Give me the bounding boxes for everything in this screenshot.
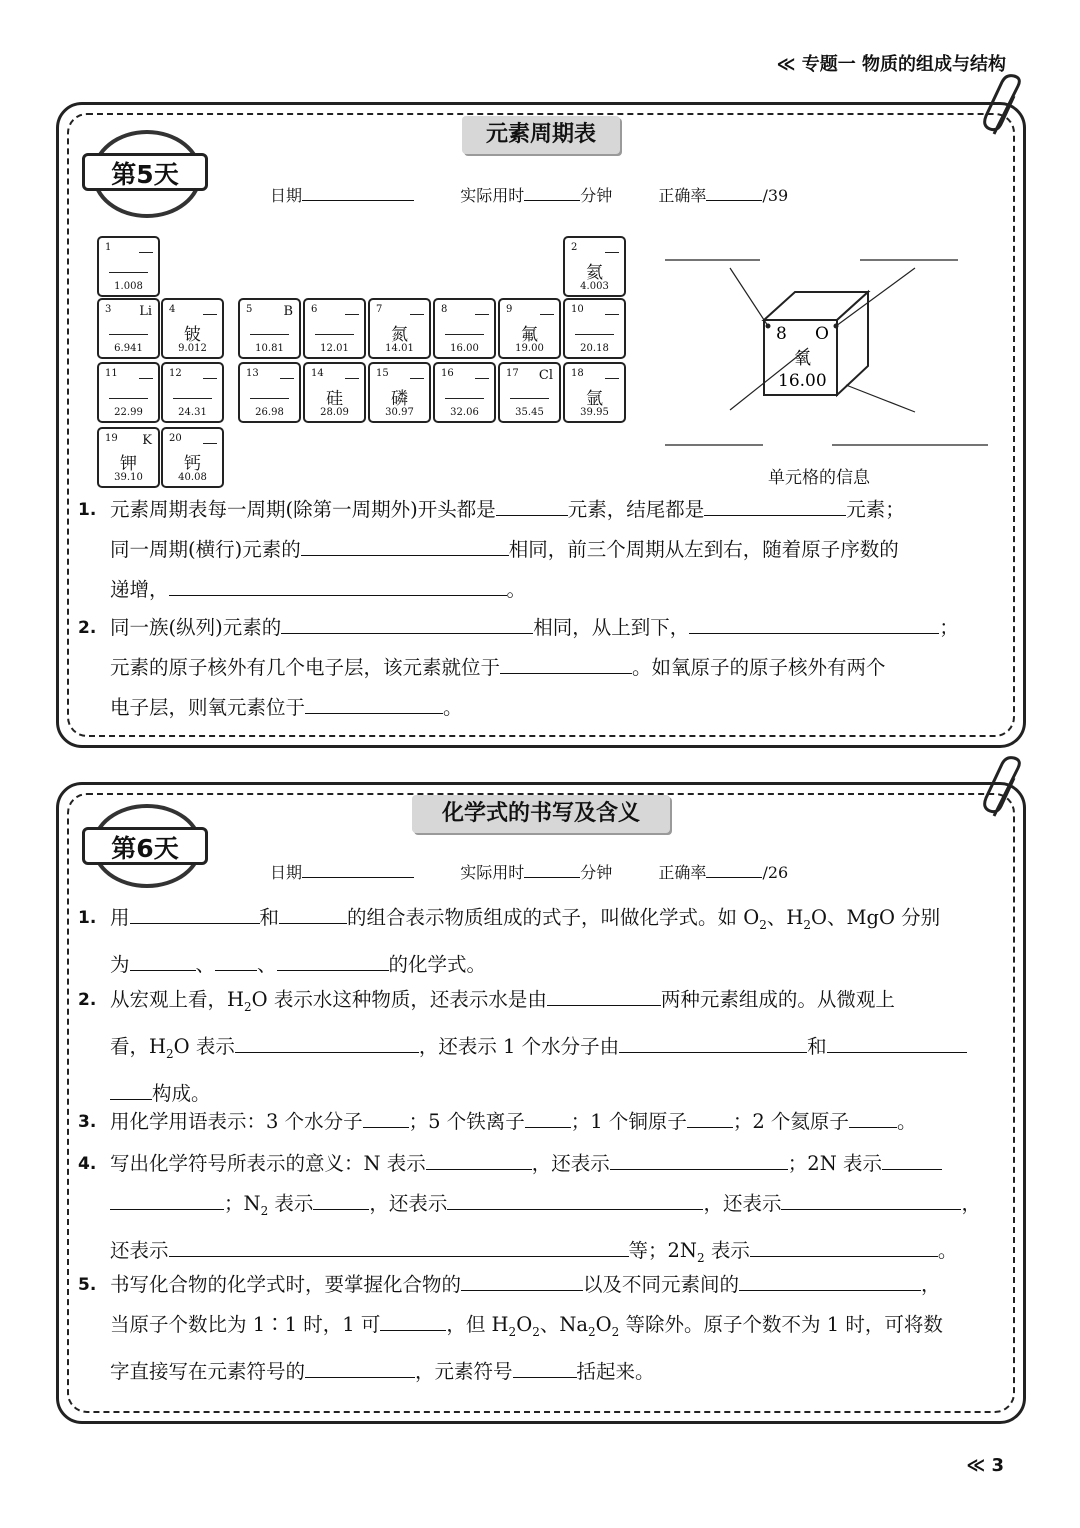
element-symbol: K (142, 433, 152, 448)
element-cell (368, 298, 431, 359)
answer-blank[interactable] (363, 1108, 409, 1128)
element-cell (238, 362, 301, 423)
subscript: 2 (166, 1046, 174, 1061)
day6-title: 化学式的书写及含义 (412, 795, 670, 833)
q-text: ；N (224, 1192, 261, 1215)
answer-blank[interactable] (500, 654, 632, 674)
day6-question-1 (78, 898, 1013, 985)
atomic-number: 4 (169, 304, 176, 315)
answer-blank[interactable] (827, 1033, 967, 1053)
chapter-header: ≪ 专题一 物质的组成与结构 (776, 54, 1006, 75)
q-text: ；5 个铁离子 (408, 1110, 525, 1133)
q-text: 。 (937, 1238, 958, 1262)
symbol-blank[interactable] (203, 314, 217, 315)
atomic-number: 15 (376, 368, 389, 379)
element-name: 氩 (586, 389, 603, 409)
answer-blank[interactable] (882, 1150, 942, 1170)
day6-question-4 (78, 1144, 1013, 1278)
name-blank[interactable] (315, 334, 354, 335)
atomic-mass: 39.10 (114, 472, 143, 483)
atomic-number: 11 (105, 368, 118, 379)
element-name: 氮 (391, 325, 408, 345)
atomic-number: 2 (571, 242, 578, 253)
answer-blank[interactable] (496, 496, 568, 516)
name-blank[interactable] (109, 272, 148, 273)
q-text: ，还表示 (531, 1152, 610, 1175)
q-text: 。如氧原子的原子核外有两个 (632, 656, 886, 679)
date-label: 日期 (270, 863, 303, 882)
q-text: 用化学用语表示：3 个水分子 (110, 1110, 363, 1133)
minutes-label: 分钟 (580, 186, 613, 205)
atomic-mass: 32.06 (450, 407, 479, 418)
q-text: 、Na (539, 1313, 589, 1336)
q-text: 。 (506, 578, 527, 601)
accuracy-blank[interactable] (706, 862, 762, 878)
element-cell (97, 298, 160, 359)
q-text: 元素，结尾都是 (567, 498, 705, 521)
name-blank[interactable] (575, 334, 614, 335)
subscript: 2 (532, 1324, 540, 1339)
answer-blank[interactable] (281, 614, 533, 634)
answer-blank[interactable] (447, 1190, 703, 1210)
q-text: 的化学式。 (388, 952, 487, 976)
q-text: 同一族(纵列)元素的 (110, 616, 282, 639)
total-label: /39 (762, 186, 789, 205)
answer-blank[interactable] (781, 1190, 961, 1210)
day5-badge: 第5天 (82, 153, 208, 191)
q-text: ；2N 表示 (787, 1152, 882, 1175)
answer-blank[interactable] (130, 904, 260, 924)
q-text: 元素的原子核外有几个电子层，该元素就位于 (110, 656, 501, 679)
name-blank[interactable] (445, 398, 484, 399)
name-blank[interactable] (510, 398, 549, 399)
answer-blank[interactable] (277, 951, 389, 971)
atomic-number: 5 (246, 304, 253, 315)
day5-title: 元素周期表 (462, 116, 620, 154)
q-text: 用 (110, 906, 130, 929)
atomic-mass: 28.09 (320, 407, 349, 418)
element-name: 氦 (586, 263, 603, 283)
element-name: 氟 (521, 325, 538, 345)
question-number: 1. (78, 908, 97, 928)
q-text: 电子层，则氧元素位于 (110, 696, 306, 719)
element-cell (498, 298, 561, 359)
symbol-blank[interactable] (139, 378, 153, 379)
q-text: ，还表示 (369, 1192, 448, 1215)
accuracy-blank[interactable] (706, 185, 762, 201)
element-name: 磷 (391, 389, 408, 409)
element-symbol: B (283, 304, 293, 319)
atomic-number: 3 (105, 304, 112, 315)
symbol-blank[interactable] (345, 314, 359, 315)
atomic-mass: 40.08 (178, 472, 207, 483)
question-number: 2. (78, 618, 97, 638)
symbol-blank[interactable] (475, 314, 489, 315)
atomic-number: 19 (105, 433, 118, 444)
element-cell (368, 362, 431, 423)
atomic-mass: 14.01 (385, 343, 414, 354)
symbol-blank[interactable] (410, 314, 424, 315)
symbol-blank[interactable] (345, 378, 359, 379)
answer-blank[interactable] (130, 951, 196, 971)
q-text: 递增， (110, 578, 169, 601)
q-text: 元素； (846, 498, 905, 521)
element-cell (433, 362, 496, 423)
q-text: 从宏观上看，H (110, 988, 245, 1011)
q-text: 、 (195, 952, 216, 976)
q-text: 等除外。原子个数不为 1 时，可将数 (619, 1313, 943, 1336)
q-text: ；1 个铜原子 (570, 1110, 687, 1133)
name-blank[interactable] (109, 398, 148, 399)
answer-blank[interactable] (305, 694, 443, 714)
question-number: 5. (78, 1275, 97, 1295)
q-text: 、H (766, 906, 804, 929)
answer-blank[interactable] (169, 1237, 629, 1257)
q-text: ； (939, 616, 959, 639)
answer-blank[interactable] (750, 1237, 938, 1257)
element-cell (498, 362, 561, 423)
atomic-number: 1 (105, 242, 112, 253)
atomic-mass: 12.01 (320, 343, 349, 354)
total-label: /26 (762, 863, 789, 882)
day6-question-3 (78, 1102, 1013, 1142)
atomic-mass: 9.012 (178, 343, 207, 354)
name-blank[interactable] (250, 398, 289, 399)
answer-blank[interactable] (235, 1033, 419, 1053)
q-text: ，但 H (446, 1313, 509, 1336)
element-cell (433, 298, 496, 359)
atomic-number: 14 (311, 368, 324, 379)
minutes-label: 分钟 (580, 863, 613, 882)
answer-blank[interactable] (513, 1358, 577, 1378)
accuracy-label: 正确率 (658, 186, 707, 205)
symbol-blank[interactable] (203, 443, 217, 444)
answer-blank[interactable] (704, 496, 846, 516)
day6-question-2 (78, 980, 1013, 1114)
q-text: 和 (807, 1034, 827, 1058)
answer-blank[interactable] (739, 1271, 921, 1291)
atomic-number: 10 (571, 304, 584, 315)
time-label: 实际用时 (460, 186, 525, 205)
q-text: O 表示 (173, 1034, 235, 1058)
answer-blank[interactable] (610, 1150, 788, 1170)
atomic-mass: 24.31 (178, 407, 207, 418)
date-blank[interactable] (302, 862, 414, 878)
name-blank[interactable] (250, 334, 289, 335)
q-text: 和 (259, 906, 280, 929)
answer-blank[interactable] (849, 1108, 897, 1128)
q-text: ，元素符号 (415, 1359, 513, 1383)
symbol-blank[interactable] (605, 314, 619, 315)
symbol-blank[interactable] (280, 378, 294, 379)
element-cell (303, 298, 366, 359)
atomic-number: 17 (506, 368, 519, 379)
atomic-number: 12 (169, 368, 182, 379)
time-blank[interactable] (524, 862, 580, 878)
answer-blank[interactable] (301, 536, 509, 556)
subscript: 2 (803, 917, 812, 932)
atomic-mass: 39.95 (580, 407, 609, 418)
q-text: 相同，前三个周期从左到右，随着原子序数的 (508, 538, 899, 561)
q-text: 。 (896, 1110, 917, 1133)
day5-question-1 (78, 490, 1013, 610)
q-text: 还表示 (110, 1238, 169, 1262)
accuracy-label: 正确率 (658, 863, 707, 882)
day5-meta (270, 183, 788, 206)
page-number: ≪ 3 (966, 1455, 1004, 1476)
atomic-number: 6 (311, 304, 318, 315)
q-text: 构成。 (152, 1081, 211, 1105)
subscript: 2 (244, 999, 252, 1014)
subscript: 2 (611, 1324, 620, 1339)
atomic-mass: 6.941 (114, 343, 143, 354)
atomic-number: 20 (169, 433, 182, 444)
q-text: 表示 (704, 1238, 750, 1262)
q-text: 等；2N (628, 1238, 697, 1262)
answer-blank[interactable] (689, 614, 939, 634)
time-blank[interactable] (524, 185, 580, 201)
atomic-mass: 4.003 (580, 281, 609, 292)
date-label: 日期 (270, 186, 303, 205)
paperclip-icon (980, 756, 1030, 826)
q-text: 看，H (110, 1034, 167, 1058)
date-blank[interactable] (302, 185, 414, 201)
answer-blank[interactable] (110, 1080, 152, 1100)
q-text: 两种元素组成的。从微观上 (660, 988, 895, 1011)
atomic-mass: 30.97 (385, 407, 414, 418)
element-name: 硅 (326, 389, 343, 409)
atomic-mass: 10.81 (255, 343, 284, 354)
q-text: 以及不同元素间的 (583, 1273, 740, 1296)
answer-blank[interactable] (380, 1311, 446, 1331)
element-cell (238, 298, 301, 359)
name-blank[interactable] (109, 334, 148, 335)
answer-blank[interactable] (215, 951, 257, 971)
name-blank[interactable] (173, 398, 212, 399)
subscript: 2 (508, 1324, 517, 1339)
question-number: 4. (78, 1154, 97, 1174)
q-text: 括起来。 (576, 1359, 655, 1383)
atomic-number: 16 (441, 368, 454, 379)
q-text: O (595, 1313, 612, 1336)
element-cell (161, 427, 224, 488)
q-text: ，还表示 (703, 1192, 782, 1215)
answer-blank[interactable] (313, 1190, 369, 1210)
q-text: 。 (443, 696, 463, 719)
element-cell (97, 427, 160, 488)
atomic-number: 18 (571, 368, 584, 379)
symbol-blank[interactable] (410, 378, 424, 379)
symbol-blank[interactable] (475, 378, 489, 379)
q-text: 写出化学符号所表示的意义：N 表示 (110, 1152, 426, 1175)
q-text: 元素周期表每一周期(除第一周期外)开头都是 (110, 498, 496, 521)
element-symbol: Cl (538, 368, 553, 383)
q-text: 同一周期(横行)元素的 (110, 538, 301, 561)
element-cell (303, 362, 366, 423)
name-blank[interactable] (445, 334, 484, 335)
symbol-blank[interactable] (203, 378, 217, 379)
day5-question-2 (78, 608, 1013, 728)
atomic-number: 7 (376, 304, 383, 315)
day6-question-5 (78, 1265, 1013, 1392)
paperclip-icon (980, 74, 1030, 144)
q-text: ，还表示 1 个水分子由 (418, 1034, 620, 1058)
answer-blank[interactable] (169, 576, 507, 596)
question-number: 2. (78, 990, 97, 1010)
atomic-mass: 26.98 (255, 407, 284, 418)
answer-blank[interactable] (461, 1271, 583, 1291)
answer-blank[interactable] (279, 904, 347, 924)
q-text: ， (961, 1192, 981, 1215)
q-text: O、MgO 分别 (811, 906, 941, 929)
q-text: O 表示水这种物质，还表示水是由 (251, 988, 547, 1011)
element-cell (563, 362, 626, 423)
cell-name: 氧 (794, 349, 811, 369)
cell-mass: 16.00 (778, 371, 827, 391)
element-name: 钾 (120, 454, 137, 474)
q-text: 为 (110, 952, 130, 976)
answer-blank[interactable] (305, 1358, 415, 1378)
q-text: 的组合表示物质组成的式子，叫做化学式。如 O (347, 906, 760, 929)
atomic-number: 8 (441, 304, 448, 315)
subscript: 2 (260, 1203, 269, 1218)
question-number: 3. (78, 1112, 97, 1132)
answer-blank[interactable] (110, 1190, 224, 1210)
atomic-mass: 22.99 (114, 407, 143, 418)
answer-blank[interactable] (619, 1033, 807, 1053)
day6-badge: 第6天 (82, 827, 208, 865)
q-text: 书写化合物的化学式时，要掌握化合物的 (110, 1273, 462, 1296)
answer-blank[interactable] (426, 1150, 532, 1170)
cell-caption: 单元格的信息 (768, 468, 870, 488)
element-name: 钙 (184, 454, 201, 474)
subscript: 2 (697, 1250, 705, 1265)
element-cell-diagram (660, 240, 1000, 455)
answer-blank[interactable] (687, 1108, 733, 1128)
q-text: 当原子个数比为 1∶1 时，1 可 (110, 1313, 381, 1336)
element-symbol: Li (139, 304, 152, 319)
question-number: 1. (78, 500, 97, 520)
q-text: ， (921, 1273, 941, 1296)
element-cell (563, 236, 626, 297)
answer-blank[interactable] (525, 1108, 571, 1128)
cell-number: 8 (776, 324, 787, 344)
answer-blank[interactable] (547, 986, 661, 1006)
subscript: 2 (588, 1324, 596, 1339)
q-text: 表示 (268, 1192, 314, 1215)
atomic-number: 13 (246, 368, 259, 379)
atomic-number: 9 (506, 304, 513, 315)
q-text: O (516, 1313, 533, 1336)
element-name: 铍 (184, 325, 201, 345)
day6-meta (270, 860, 788, 883)
atomic-mass: 20.18 (580, 343, 609, 354)
symbol-blank[interactable] (605, 378, 619, 379)
q-text: 相同，从上到下， (533, 616, 690, 639)
element-cell (97, 236, 160, 297)
q-text: 字直接写在元素符号的 (110, 1359, 306, 1383)
q-text: 、 (257, 952, 277, 976)
element-cell (161, 362, 224, 423)
atomic-mass: 19.00 (515, 343, 544, 354)
symbol-blank[interactable] (605, 252, 619, 253)
atomic-mass: 16.00 (450, 343, 479, 354)
element-cell (97, 362, 160, 423)
atomic-mass: 35.45 (515, 407, 544, 418)
cell-symbol: O (815, 324, 829, 344)
subscript: 2 (759, 917, 767, 932)
symbol-blank[interactable] (139, 252, 153, 253)
atomic-mass: 1.008 (114, 281, 143, 292)
q-text: ；2 个氦原子 (732, 1110, 849, 1133)
element-cell (563, 298, 626, 359)
symbol-blank[interactable] (540, 314, 554, 315)
element-cell (161, 298, 224, 359)
time-label: 实际用时 (460, 863, 525, 882)
